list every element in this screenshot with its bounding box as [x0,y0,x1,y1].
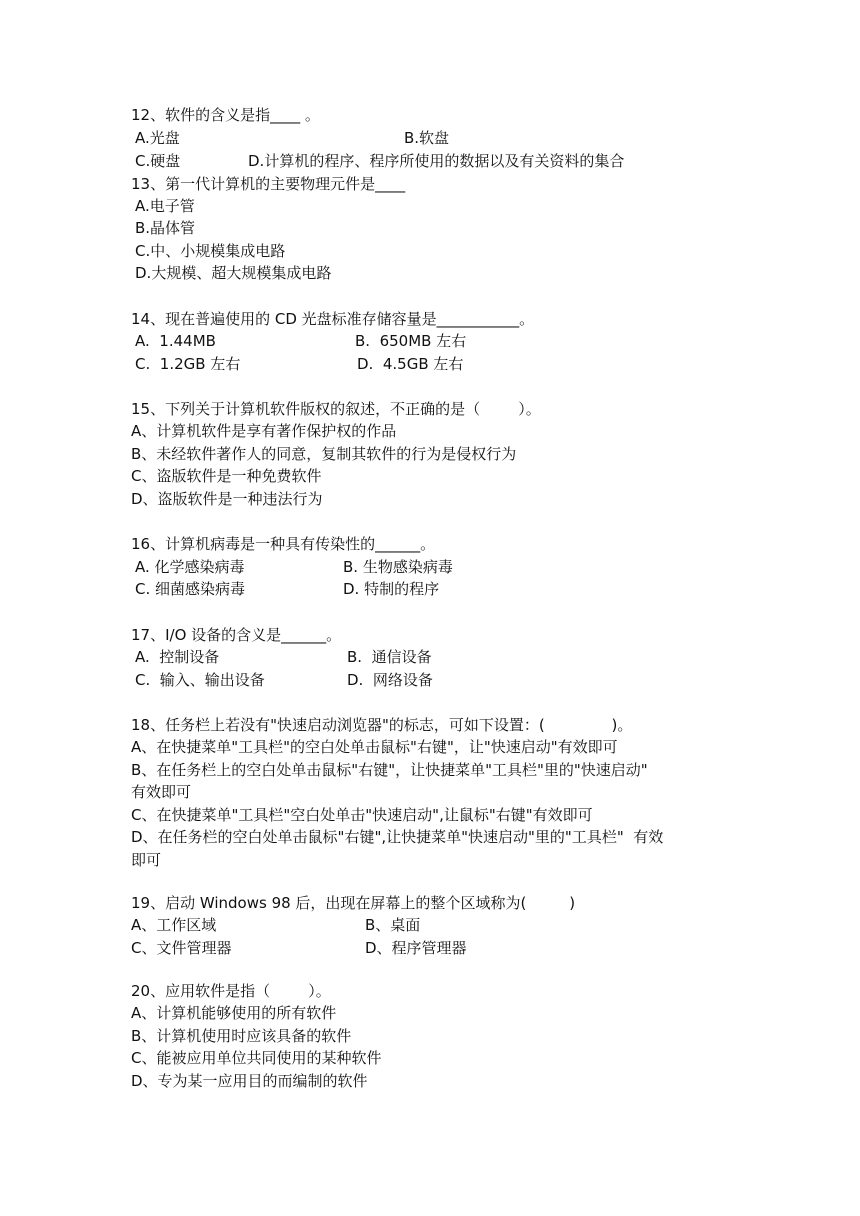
question-18-option-b-continued: 有效即可 [131,783,192,801]
question-12-stem: 12、软件的含义是指____ 。 [131,106,320,124]
question-13-stem: 13、第一代计算机的主要物理元件是____ [131,175,406,193]
question-20-option-b: B、计算机使用时应该具备的软件 [131,1027,352,1045]
question-18-stem: 18、任务栏上若没有"快速启动浏览器"的标志，可如下设置：( )。 [131,716,633,734]
question-12-option-b: B.软盘 [404,129,450,147]
question-20-option-a: A、计算机能够使用的所有软件 [131,1004,337,1022]
question-16-option-b: B. 生物感染病毒 [343,558,453,576]
question-19-stem: 19、启动 Windows 98 后，出现在屏幕上的整个区域称为( ) [131,894,576,912]
question-12-option-c: C.硬盘 [135,152,181,170]
question-19-option-a: A、工作区域 [131,916,217,934]
question-15-option-b: B、未经软件著作人的同意，复制其软件的行为是侵权行为 [131,445,517,463]
question-14-stem: 14、现在普遍使用的 CD 光盘标准存储容量是___________。 [131,310,535,328]
question-16-option-d: D. 特制的程序 [343,580,440,598]
question-12-option-d: D.计算机的程序、程序所使用的数据以及有关资料的集合 [248,152,625,170]
question-18-option-a: A、在快捷菜单"工具栏"的空白处单击鼠标"右键"，让"快速启动"有效即可 [131,738,618,756]
question-20-option-d: D、专为某一应用目的而编制的软件 [131,1072,368,1090]
question-18-option-b: B、在任务栏上的空白处单击鼠标"右键"，让快捷菜单"工具栏"里的"快速启动" [131,761,648,779]
question-15-option-d: D、盗版软件是一种违法行为 [131,490,323,508]
question-19-option-c: C、文件管理器 [131,939,232,957]
question-20-stem: 20、应用软件是指（ ）。 [131,982,331,1000]
question-14-option-b: B. 650MB 左右 [355,332,467,350]
question-15-option-a: A、计算机软件是享有著作保护权的作品 [131,422,397,440]
question-13-option-d: D.大规模、超大规模集成电路 [135,264,332,282]
question-17-option-a: A. 控制设备 [135,648,220,666]
question-13-option-b: B.晶体管 [135,219,196,237]
question-16-option-c: C. 细菌感染病毒 [135,580,246,598]
question-14-option-c: C. 1.2GB 左右 [135,355,241,373]
question-19-option-d: D、程序管理器 [365,939,467,957]
question-17-option-b: B. 通信设备 [347,648,432,666]
question-17-option-d: D. 网络设备 [347,671,433,689]
question-18-option-d-continued: 即可 [131,851,162,869]
question-17-option-c: C. 输入、输出设备 [135,671,265,689]
question-16-option-a: A. 化学感染病毒 [135,558,245,576]
question-12-option-a: A.光盘 [135,129,180,147]
question-18-option-d: D、在任务栏的空白处单击鼠标"右键",让快捷菜单"快速启动"里的"工具栏" 有效 [131,828,664,846]
question-16-stem: 16、计算机病毒是一种具有传染性的______。 [131,535,436,553]
question-15-stem: 15、下列关于计算机软件版权的叙述，不正确的是（ ）。 [131,400,541,418]
question-17-stem: 17、I/O 设备的含义是______。 [131,626,342,644]
question-13-option-a: A.电子管 [135,197,195,215]
question-14-option-a: A. 1.44MB [135,332,216,350]
question-14-option-d: D. 4.5GB 左右 [357,355,464,373]
question-19-option-b: B、桌面 [365,916,421,934]
question-20-option-c: C、能被应用单位共同使用的某种软件 [131,1049,382,1067]
question-15-option-c: C、盗版软件是一种免费软件 [131,467,322,485]
question-18-option-c: C、在快捷菜单"工具栏"空白处单击"快速启动",让鼠标"右键"有效即可 [131,806,593,824]
question-13-option-c: C.中、小规模集成电路 [135,242,286,260]
